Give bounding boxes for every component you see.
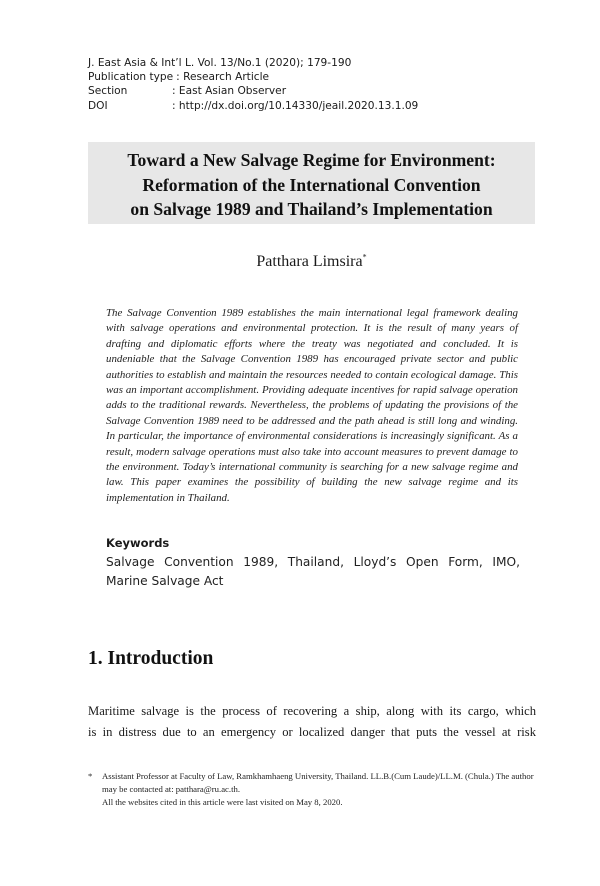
footnote-author-info: Assistant Professor at Faculty of Law, Ramkhamhaeng University, Thailand. LL.B.(Cum Laude)/LL.M. (Chula.) The author may be contacted at: patthara@ru.ac.th.	[102, 771, 534, 795]
footnote-body	[102, 770, 536, 810]
body-line-1: Maritime salvage is the process of recovering a ship, along with its cargo, which	[88, 704, 536, 718]
body-paragraph	[88, 701, 536, 742]
article-title	[88, 142, 535, 224]
title-line-3: on Salvage 1989 and Thailand’s Implementation	[130, 199, 493, 219]
doi-label: DOI	[88, 99, 108, 112]
title-line-1: Toward a New Salvage Regime for Environment:	[127, 150, 496, 170]
keywords-heading: Keywords	[106, 536, 170, 550]
citation-line	[88, 56, 528, 70]
body-line-2: is in distress due to an emergency or localized danger that puts the vessel at risk	[88, 724, 536, 739]
publication-type-line	[88, 70, 528, 84]
author-footnote-marker[interactable]: *	[362, 252, 367, 262]
section-line	[88, 84, 528, 98]
footnote-websites-note: All the websites cited in this article were last visited on May 8, 2020.	[102, 797, 343, 808]
author-byline	[88, 253, 535, 271]
publication-type-value: : Research Article	[176, 71, 270, 84]
footnote-row	[88, 770, 536, 810]
publication-type-label: Publication type	[88, 71, 174, 84]
title-line-2: Reformation of the International Convention	[142, 174, 481, 195]
journal-citation: J. East Asia & Int’l L. Vol. 13/No.1 (2020); 179-190	[88, 57, 352, 69]
section-label: Section	[88, 85, 128, 98]
abstract: The Salvage Convention 1989 establishes the main international legal framework dealing with salvage operations and environmental protection. It is the result of many years of drafting and diplomatic efforts where the treaty was negotiated and concluded. It is undeniable that the Salvage Convention 1989 has encouraged private sector and public authorities to establish and maintain the resources needed to contain ecological damage. This was an important accomplishment. Providing adequate incentives for rapid salvage operation adds to the traditional rewards. Nevertheless, the problems of updating the provisions of the Salvage Convention 1989 need to be addressed and the path ahead is still long and winding. In particular, the importance of environmental considerations is increasingly significant. As a result, modern salvage operations must also take into account measures to prevent damage to the environment. Today’s international community is searching for a new salvage regime and law. This paper examines the possibility of building the new salvage regime and its implementation in Thailand.	[106, 307, 518, 504]
keywords-text: Salvage Convention 1989, Thailand, Lloyd’s Open Form, IMO, Marine Salvage Act	[106, 555, 520, 588]
section-heading: 1. Introduction	[88, 648, 214, 669]
footnote	[88, 770, 536, 810]
article-metadata	[88, 56, 528, 113]
doi-line	[88, 99, 528, 113]
author-name: Patthara Limsira	[256, 253, 363, 270]
footnote-marker: *	[88, 771, 93, 781]
doi-link[interactable]: : http://dx.doi.org/10.14330/jeail.2020.13.1.09	[172, 99, 419, 112]
section-value: : East Asian Observer	[172, 85, 287, 98]
